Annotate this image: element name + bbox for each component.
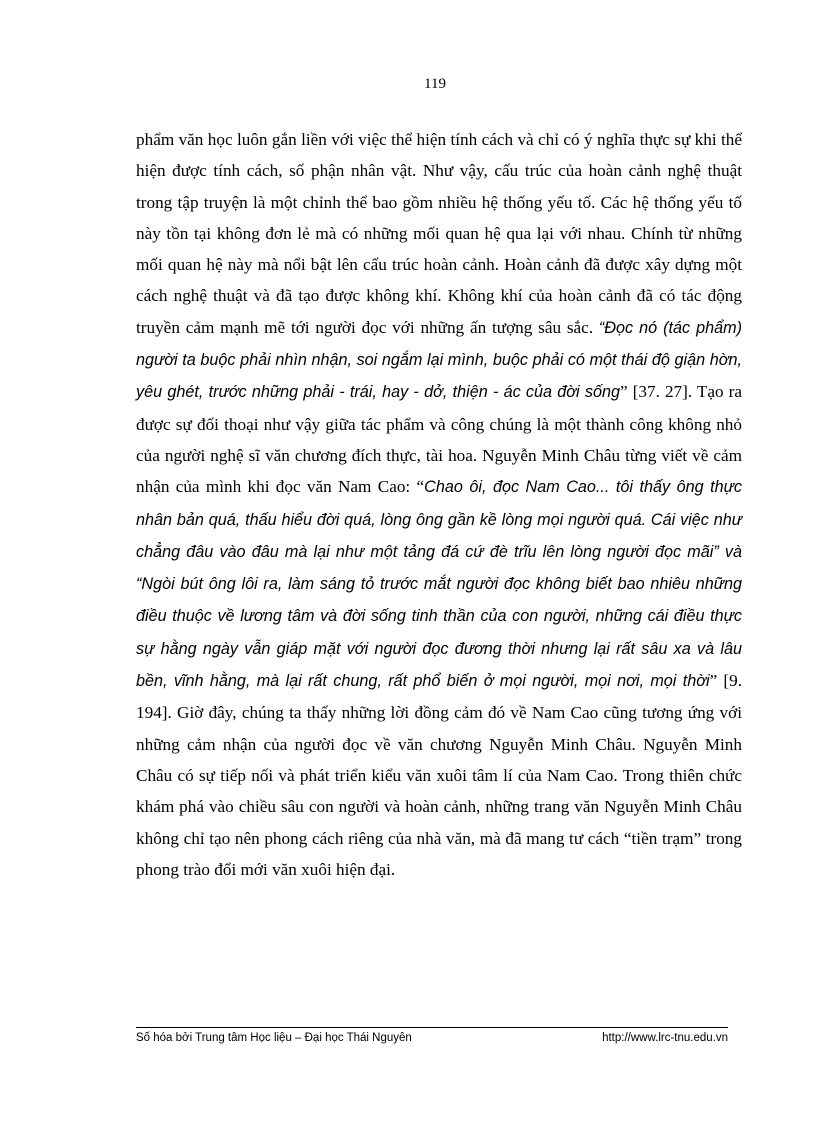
quote-run: Chao ôi, đọc Nam Cao... tôi thấy ông thực nhân bản quá, thấu hiểu đời quá, lòng ông gần kề lòng mọi người quá. Cái việc như chẳng đâu vào đâu mà lại như một tảng đá cứ đè trĩu lên lòng người đọc mãi” và “Ngòi bút ông lôi ra, làm sáng tỏ trước mắt người đọc không biết bao nhiêu những điều thuộc về lương tâm và đời sống tinh thần của con người, những cái điều thực sự hằng ngày vẫn giáp mặt với người đọc đương thời nhưng lại rất sâu xa và lâu bền, vĩnh hằng, mà lại rất chung, rất phổ biến ở mọi người, mọi nơi, mọi thời [136, 478, 742, 691]
text-run: ” [37. 27]. Tạo ra được sự đối thoại như vậy giữa tác phẩm và công chúng là một thành công không nhỏ của người nghệ sĩ văn chương đích thực, tài hoa. Nguyễn Minh Châu từng viết về cảm nhận của mình khi đọc văn Nam Cao: “ [136, 382, 743, 497]
quote-run: “Đọc nó (tác phẩm) người ta buộc phải nhìn nhận, soi ngắm lại mình, buộc phải có một thái độ giận hờn, yêu ghét, trước những phải - trái, hay - dở, thiện - ác của đời sống [136, 318, 742, 402]
text-run: ” [9. 194]. Giờ đây, chúng ta thấy những lời đồng cảm đó về Nam Cao cũng tương ứng với những cảm nhận của người đọc về văn chương Nguyễn Minh Châu. Nguyễn Minh Châu có sự tiếp nối và phát triển kiểu văn xuôi tâm lí của Nam Cao. Trong thiên chức khám phá vào chiều sâu con người và hoàn cảnh, những trang văn Nguyễn Minh Châu không chỉ tạo nên phong cách riêng của nhà văn, mà đã mang tư cách “tiền trạm” trong phong trào đổi mới văn xuôi hiện đại. [136, 671, 742, 879]
footer-credit: Số hóa bởi Trung tâm Học liệu – Đại học Thái Nguyên [136, 1032, 412, 1044]
footer-url[interactable]: http://www.lrc-tnu.edu.vn [602, 1032, 728, 1044]
page-number: 119 [424, 76, 446, 92]
text-run: phẩm văn học luôn gắn liền với việc thể hiện tính cách và chỉ có ý nghĩa thực sự khi thể hiện được tính cách, số phận nhân vật. Như vậy, cấu trúc của hoàn cảnh nghệ thuật trong tập truyện là một chỉnh thể bao gồm nhiều hệ thống yếu tố. Các hệ thống yếu tố này tồn tại không đơn lẻ mà có những mối quan hệ qua lại với nhau. Chính từ những mối quan hệ này mà nổi bật lên cấu trúc hoàn cảnh. Hoàn cảnh đã được xây dựng một cách nghệ thuật và đã tạo được không khí. Không khí của hoàn cảnh đã có tác động truyền cảm mạnh mẽ tới người đọc với những ấn tượng sâu sắc. [136, 130, 742, 337]
body-paragraph [136, 124, 742, 885]
footer-divider [136, 1027, 728, 1028]
